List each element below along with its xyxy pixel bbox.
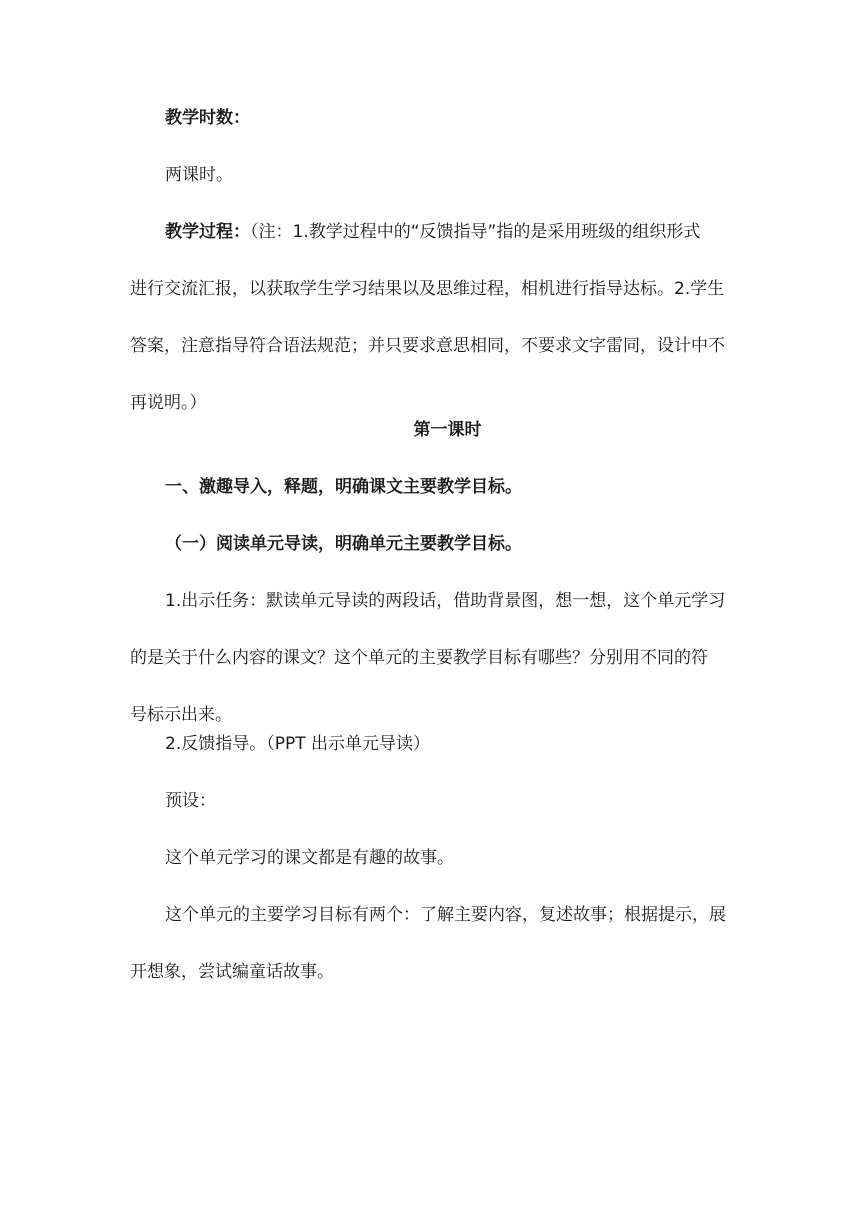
section1-heading: 一、激趣导入，释题，明确课文主要教学目标。 (165, 477, 522, 497)
preset-label: 预设： (165, 791, 216, 811)
task1-line1: 1.出示任务：默读单元导读的两段话，借助背景图，想一想，这个单元学习 (165, 591, 726, 611)
teaching-process-label: 教学过程： (165, 222, 250, 242)
subsection1-heading: （一）阅读单元导读，明确单元主要教学目标。 (165, 534, 522, 554)
task2-paragraph: 2.反馈指导。（PPT 出示单元导读） (165, 734, 431, 754)
lesson-title: 第一课时 (413, 420, 482, 440)
preset-answer-2-line1: 这个单元的主要学习目标有两个：了解主要内容，复述故事；根据提示，展 (165, 905, 726, 925)
teaching-process-paragraph (130, 218, 730, 417)
preset-answer-2-line2: 开想象，尝试编童话故事。 (130, 962, 334, 982)
teaching-process-note-line1: （注：1.教学过程中的“反馈指导”指的是采用班级的组织形式 (250, 222, 701, 242)
task1-line2: 的是关于什么内容的课文？这个单元的主要教学目标有哪些？分别用不同的符 (130, 648, 708, 668)
preset-answer-2 (130, 901, 730, 986)
task1-paragraph (130, 587, 730, 729)
task1-line3: 号标示出来。 (130, 705, 232, 725)
teaching-hours-label: 教学时数： (165, 108, 250, 128)
teaching-hours-value: 两课时。 (165, 165, 233, 185)
teaching-process-note-line4: 再说明。） (130, 393, 207, 413)
teaching-process-note-line2: 进行交流汇报，以获取学生学习结果以及思维过程，相机进行指导达标。2.学生 (130, 279, 725, 299)
preset-answer-1: 这个单元学习的课文都是有趣的故事。 (165, 848, 454, 868)
teaching-process-note-line3: 答案，注意指导符合语法规范；并只要求意思相同，不要求文字雷同，设计中不 (130, 336, 725, 356)
